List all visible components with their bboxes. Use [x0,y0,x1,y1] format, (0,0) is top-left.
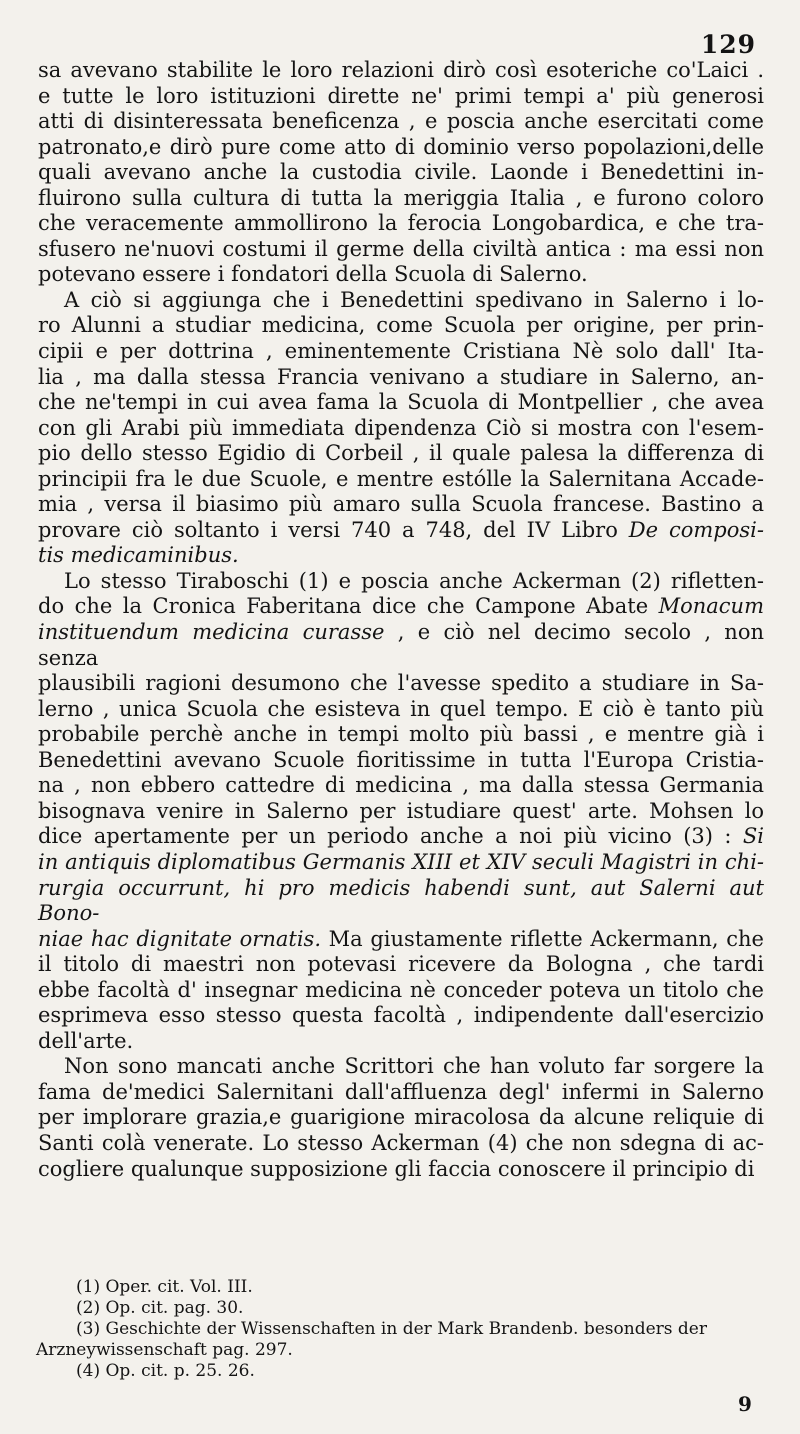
text-segment: sfusero ne'nuovi costumi il germe della civiltà antica : ma essi non [38,236,764,261]
text-line [38,620,764,671]
italic-segment: Si [742,824,764,849]
text-segment: dell'arte. [38,1028,134,1053]
text-line [38,697,764,723]
italic-segment: rurgia occurrunt, hi pro medicis habendi sunt, aut Salerni aut Bono- [38,875,764,926]
footnote: (2) Op. cit. pag. 30. [76,1298,244,1318]
text-line [38,467,764,493]
text-line [38,160,764,186]
text-line [38,978,764,1004]
text-segment: per implorare grazia,e guarigione miracolosa da alcune reliquie di [38,1105,764,1130]
italic-segment: De composi- [628,517,764,542]
text-line [38,58,764,84]
text-line [38,365,764,391]
italic-segment: niae hac dignitate ornatis. [38,926,321,951]
italic-segment: Monacum [658,594,764,619]
text-line [38,773,764,799]
signature-mark: 9 [738,1392,752,1416]
text-segment: che veracemente ammollirono la ferocia Longobardica, e che tra- [38,211,764,236]
text-segment: potevano essere i fondatori della Scuola di Salerno. [38,262,588,287]
text-segment: mia , versa il biasimo più amaro sulla Scuola francese. Bastino a [38,492,764,517]
text-segment: lerno , unica Scuola che esisteva in quel tempo. E ciò è tanto più [38,696,764,721]
body-text [38,58,764,1182]
text-line [38,339,764,365]
text-segment: il titolo di maestri non potevasi ricevere da Bologna , che tardi [38,952,764,977]
text-segment: pio dello stesso Egidio di Corbeil , il quale palesa la differenza di [38,441,764,466]
text-segment: ebbe facoltà d' insegnar medicina nè conceder poteva un titolo che [38,977,764,1002]
text-line [38,1029,764,1055]
text-segment: na , non ebbero cattedre di medicina , ma dalla stessa Germania [38,773,764,798]
text-line [38,1054,764,1080]
text-segment: con gli Arabi più immediata dipendenza Ciò si mostra con l'esem- [38,415,764,440]
text-segment: plausibili ragioni desumono che l'avesse spedito a studiare in Sa- [38,671,764,696]
text-line [38,441,764,467]
text-segment: Non sono mancati anche Scrittori che han voluto far sorgere la [64,1054,764,1079]
text-line [38,84,764,110]
text-segment: lia , ma dalla stessa Francia venivano a studiare in Salerno, an- [38,364,764,389]
text-segment: quali avevano anche la custodia civile. Laonde i Benedettini in- [38,160,764,185]
text-segment: sa avevano stabilite le loro relazioni dirò così esoteriche co'Laici . [38,58,764,82]
footnote: (3) Geschichte der Wissenschaften in der Mark Brandenb. besonders der [76,1319,707,1339]
text-line [38,1105,764,1131]
text-segment: A ciò si aggiunga che i Benedettini spedivano in Salerno i lo- [64,287,764,312]
footnote: (4) Op. cit. p. 25. 26. [76,1361,255,1381]
text-line [38,543,764,569]
text-line [38,518,764,544]
text-segment: Santi colà venerate. Lo stesso Ackerman (4) che non sdegna di ac- [38,1130,764,1155]
text-line [38,288,764,314]
text-line [38,492,764,518]
text-line [38,262,764,288]
text-segment: patronato,e dirò pure come atto di dominio verso popolazioni,delle [38,134,764,159]
text-segment: ro Alunni a studiar medicina, come Scuola per origine, per prin- [38,313,764,338]
text-line [38,211,764,237]
footnote: Arzneywissenschaft pag. 297. [36,1340,293,1360]
footnote: (1) Oper. cit. Vol. III. [76,1277,253,1297]
text-segment: che ne'tempi in cui avea fama la Scuola di Montpellier , che avea [38,390,764,415]
text-line [38,1157,764,1183]
text-segment: dice apertamente per un periodo anche a noi più vicino (3) : [38,824,743,849]
text-segment: esprimeva esso stesso questa facoltà , indipendente dall'esercizio [38,1003,764,1028]
text-line [38,313,764,339]
text-line [38,799,764,825]
text-segment: cogliere qualunque supposizione gli faccia conoscere il principio di [38,1156,755,1181]
text-line [38,594,764,620]
text-line [38,748,764,774]
text-segment: bisognava venire in Salerno per istudiare quest' arte. Mohsen lo [38,798,764,823]
text-line [38,671,764,697]
text-segment: cipii e per dottrina , eminentemente Cristiana Nè solo dall' Ita- [38,339,764,364]
text-segment: , e ciò nel decimo secolo , non senza [38,620,764,670]
text-line [38,186,764,212]
text-line [38,824,764,850]
text-segment: Benedettini avevano Scuole fioritissime in tutta l'Europa Cristia- [38,747,764,772]
text-segment: Ma giustamente riflette Ackermann, che [321,926,764,951]
text-segment: provare ciò soltanto i versi 740 a 748, del IV Libro [38,517,629,542]
footnotes [36,1277,766,1382]
text-line [38,390,764,416]
italic-segment: in antiquis diplomatibus Germanis XIII et XIV seculi Magistri in chi- [38,849,764,874]
italic-segment: tis medicaminibus. [38,543,239,568]
text-segment: fluirono sulla cultura di tutta la meriggia Italia , e furono coloro [38,185,764,210]
text-line [38,1080,764,1106]
text-line [38,135,764,161]
text-segment: probabile perchè anche in tempi molto più bassi , e mentre già i [38,722,764,747]
text-line [38,416,764,442]
text-segment: principii fra le due Scuole, e mentre estólle la Salernitana Accade- [38,466,764,491]
italic-segment: instituendum medicina curasse [38,620,385,645]
text-line [38,1003,764,1029]
text-line [38,569,764,595]
text-line [38,927,764,953]
text-line [38,1131,764,1157]
text-segment: Lo stesso Tiraboschi (1) e poscia anche Ackerman (2) rifletten- [64,568,764,593]
text-line [38,237,764,263]
text-segment: atti di disinteressata beneficenza , e poscia anche esercitati come [38,109,764,134]
text-line [38,850,764,876]
text-line [38,722,764,748]
text-segment: do che la Cronica Faberitana dice che Campone Abate [38,594,659,619]
text-segment: e tutte le loro istituzioni dirette ne' primi tempi a' più generosi [38,83,764,108]
text-segment: fama de'medici Salernitani dall'affluenza degl' infermi in Salerno [38,1079,764,1104]
text-line [38,109,764,135]
text-line [38,876,764,927]
text-line [38,952,764,978]
page-number: 129 [700,30,756,59]
